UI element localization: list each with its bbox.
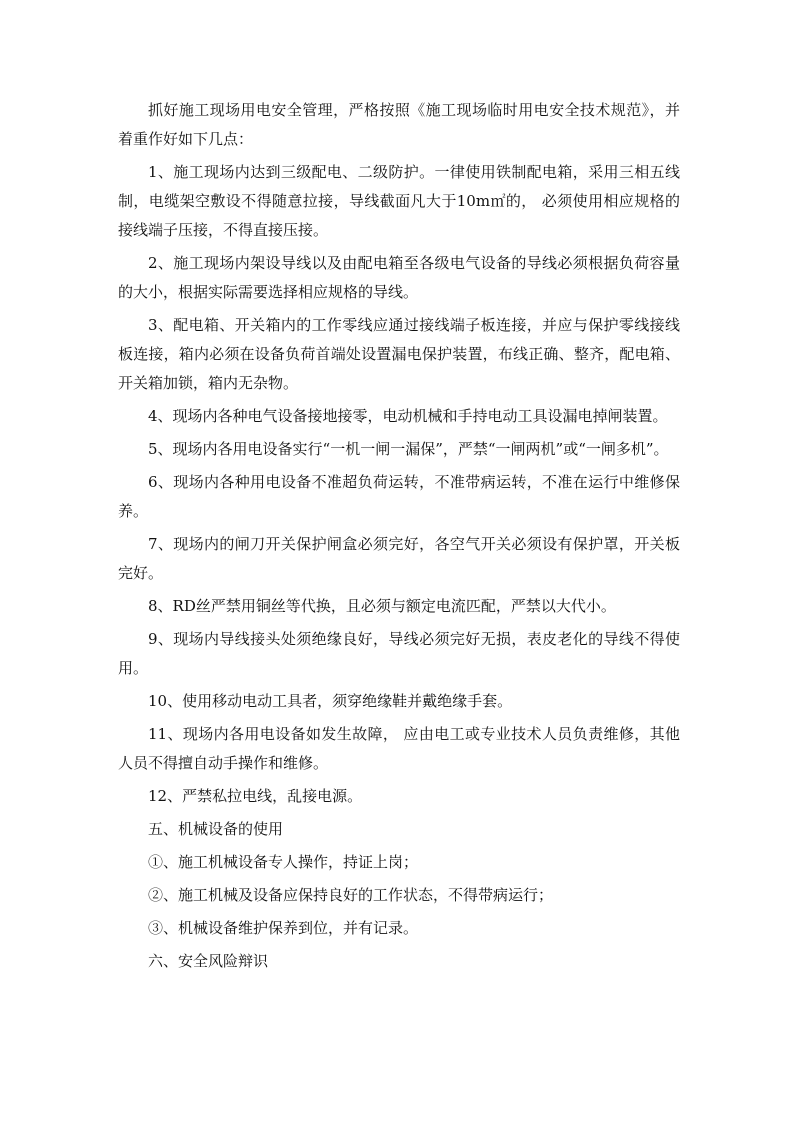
item-7: 7、现场内的闸刀开关保护闸盒必须完好，各空气开关必须设有保护罩，开关板完好。: [118, 535, 680, 582]
item-5: 5、现场内各用电设备实行“一机一闸一漏保”，严禁“一闸两机”或“一闸多机”。: [148, 440, 669, 458]
document-body: [118, 96, 680, 980]
item-4: 4、现场内各种电气设备接地接零，电动机械和手持电动工具设漏电掉闸装置。: [148, 407, 668, 425]
item-8: 8、RD丝严禁用铜丝等代换，且必须与额定电流匹配，严禁以大代小。: [148, 597, 616, 615]
item-1: 1、施工现场内达到三级配电、二级防护。一律使用铁制配电箱，采用三相五线制，电缆架空敷设不得随意拉接，导线截面凡大于10m㎡的， 必须使用相应规格的接线端子压接，不得直接压接。: [118, 163, 680, 239]
item-3: 3、配电箱、开关箱内的工作零线应通过接线端子板连接，并应与保护零线接线板连接，箱内必须在设备负荷首端处设置漏电保护装置，布线正确、整齐，配电箱、开关箱加锁，箱内无杂物。: [118, 316, 680, 392]
item-12: 12、严禁私拉电线，乱接电源。: [148, 787, 363, 805]
intro-paragraph: 抓好施工现场用电安全管理，严格按照《施工现场临时用电安全技术规范》，并着重作好如下几点：: [118, 101, 680, 148]
section-5-heading: 五、机械设备的使用: [148, 820, 284, 838]
section-5-item-2: ②、施工机械及设备应保持良好的工作状态，不得带病运行；: [148, 886, 554, 904]
item-6: 6、现场内各种用电设备不准超负荷运转，不准带病运转，不准在运行中维修保养。: [118, 473, 680, 520]
item-10: 10、使用移动电动工具者，须穿绝缘鞋并戴绝缘手套。: [148, 692, 513, 710]
section-5-item-1: ①、施工机械设备专人操作，持证上岗；: [148, 853, 419, 871]
section-5-item-3: ③、机械设备维护保养到位，并有记录。: [148, 919, 419, 937]
item-2: 2、施工现场内架设导线以及由配电箱至各级电气设备的导线必须根据负荷容量的大小，根据实际需要选择相应规格的导线。: [118, 254, 680, 301]
section-6-heading: 六、安全风险辩识: [148, 952, 269, 970]
item-11: 11、现场内各用电设备如发生故障， 应由电工或专业技术人员负责维修，其他人员不得擅自动手操作和维修。: [118, 725, 680, 772]
item-9: 9、现场内导线接头处须绝缘良好，导线必须完好无损，表皮老化的导线不得使用。: [118, 630, 680, 677]
